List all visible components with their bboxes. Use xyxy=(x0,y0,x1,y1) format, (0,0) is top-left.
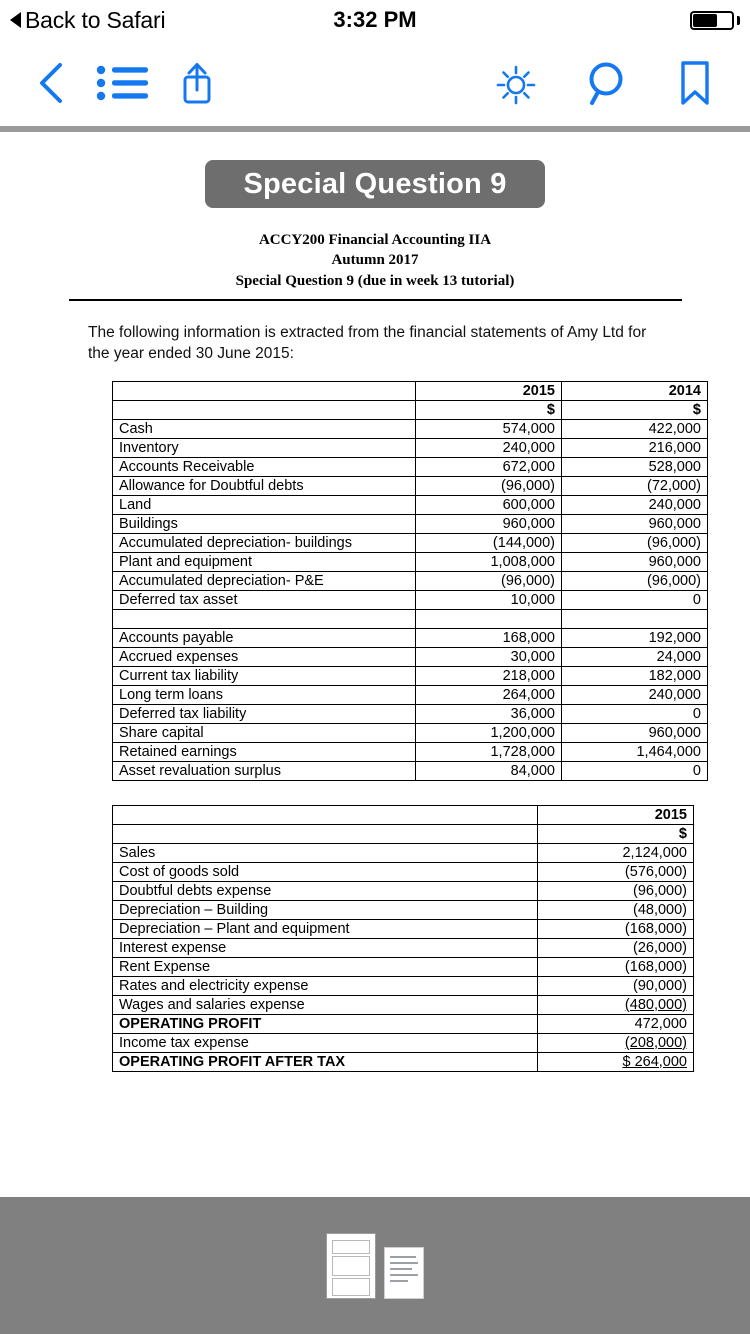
row-2015: $ 264,000 xyxy=(538,1052,694,1071)
bookmark-icon[interactable] xyxy=(678,59,712,107)
row-2014: 216,000 xyxy=(562,438,708,457)
app-toolbar xyxy=(0,40,750,126)
status-bar xyxy=(0,0,750,40)
page-thumbnail-2[interactable] xyxy=(384,1247,424,1299)
row-label: Interest expense xyxy=(113,938,538,957)
table-row xyxy=(113,571,708,590)
table-row xyxy=(113,457,708,476)
table-row xyxy=(113,590,708,609)
row-2015: (48,000) xyxy=(538,900,694,919)
row-label: Allowance for Doubtful debts xyxy=(113,476,416,495)
document-title-pill: Special Question 9 xyxy=(205,160,545,208)
balance-sheet-body xyxy=(113,381,708,780)
document-view[interactable] xyxy=(0,160,750,1225)
table-row xyxy=(113,476,708,495)
table-row xyxy=(113,761,708,780)
row-2015: 672,000 xyxy=(416,457,562,476)
row-label: Doubtful debts expense xyxy=(113,881,538,900)
row-label: Depreciation – Plant and equipment xyxy=(113,919,538,938)
income-statement-table xyxy=(112,805,694,1072)
row-2015: (144,000) xyxy=(416,533,562,552)
row-2015: 1,728,000 xyxy=(416,742,562,761)
row-label: Inventory xyxy=(113,438,416,457)
heading-course: ACCY200 Financial Accounting IIA xyxy=(258,232,492,248)
row-label xyxy=(113,609,416,628)
battery-icon xyxy=(690,11,734,30)
table-row xyxy=(113,900,694,919)
row-2014: 960,000 xyxy=(562,723,708,742)
table-row xyxy=(113,666,708,685)
row-2015: (96,000) xyxy=(416,571,562,590)
row-2014: 960,000 xyxy=(562,552,708,571)
table-row xyxy=(113,495,708,514)
row-label: Long term loans xyxy=(113,685,416,704)
row-2015: 472,000 xyxy=(538,1014,694,1033)
chevron-left-icon[interactable] xyxy=(36,60,66,106)
row-label: Share capital xyxy=(113,723,416,742)
table-spacer-row xyxy=(113,609,708,628)
table-row xyxy=(113,438,708,457)
table-row xyxy=(113,881,694,900)
table-row xyxy=(113,976,694,995)
row-2015: 218,000 xyxy=(416,666,562,685)
brightness-icon[interactable] xyxy=(494,61,538,105)
table-row xyxy=(113,647,708,666)
row-label: Cost of goods sold xyxy=(113,862,538,881)
heading-assignment: Special Question 9 (due in week 13 tutorial) xyxy=(235,272,515,289)
row-label: Rates and electricity expense xyxy=(113,976,538,995)
row-label: Sales xyxy=(113,843,538,862)
units-2014: $ xyxy=(562,400,708,419)
row-label: Plant and equipment xyxy=(113,552,416,571)
share-icon[interactable] xyxy=(180,60,214,106)
table-row xyxy=(113,995,694,1014)
row-2014: 960,000 xyxy=(562,514,708,533)
row-2014 xyxy=(562,609,708,628)
row-2015: (26,000) xyxy=(538,938,694,957)
row-label: Deferred tax asset xyxy=(113,590,416,609)
row-2014: 192,000 xyxy=(562,628,708,647)
list-icon[interactable] xyxy=(96,64,150,102)
table-row-total xyxy=(113,1052,694,1071)
table-header-row xyxy=(113,805,694,824)
row-2015: 264,000 xyxy=(416,685,562,704)
row-2014: 0 xyxy=(562,761,708,780)
row-2014: 240,000 xyxy=(562,685,708,704)
row-label: Accumulated depreciation- P&E xyxy=(113,571,416,590)
table-row xyxy=(113,938,694,957)
row-2015: (576,000) xyxy=(538,862,694,881)
row-2015: 574,000 xyxy=(416,419,562,438)
table-units-row xyxy=(113,400,708,419)
row-2015: 30,000 xyxy=(416,647,562,666)
col-2014: 2014 xyxy=(562,381,708,400)
row-2015: (168,000) xyxy=(538,957,694,976)
table-row xyxy=(113,685,708,704)
row-2014: 182,000 xyxy=(562,666,708,685)
row-label: Retained earnings xyxy=(113,742,416,761)
row-2014: 1,464,000 xyxy=(562,742,708,761)
row-2015: 960,000 xyxy=(416,514,562,533)
col-blank xyxy=(113,805,538,824)
row-label: Depreciation – Building xyxy=(113,900,538,919)
table-row xyxy=(113,723,708,742)
table-row xyxy=(113,919,694,938)
table-row xyxy=(113,742,708,761)
table-row xyxy=(113,843,694,862)
row-2014: (72,000) xyxy=(562,476,708,495)
table-row xyxy=(113,552,708,571)
row-2014: 240,000 xyxy=(562,495,708,514)
col-blank xyxy=(113,381,416,400)
search-icon[interactable] xyxy=(586,59,630,107)
row-label: Wages and salaries expense xyxy=(113,995,538,1014)
row-2014: 24,000 xyxy=(562,647,708,666)
toolbar-divider xyxy=(0,126,750,132)
row-2014: 528,000 xyxy=(562,457,708,476)
intro-paragraph: The following information is extracted from the financial statements of Amy Ltd for the year ended 30 June 2015: xyxy=(88,323,647,362)
row-2014: (96,000) xyxy=(562,533,708,552)
row-label: OPERATING PROFIT AFTER TAX xyxy=(113,1052,538,1071)
row-2015: (208,000) xyxy=(538,1033,694,1052)
row-label: Rent Expense xyxy=(113,957,538,976)
table-header-row xyxy=(113,381,708,400)
table-row xyxy=(113,419,708,438)
back-to-safari-label: Back to Safari xyxy=(25,6,166,33)
battery-fill xyxy=(693,14,717,27)
row-2015: 240,000 xyxy=(416,438,562,457)
row-label: Land xyxy=(113,495,416,514)
row-2015 xyxy=(416,609,562,628)
row-2015: 168,000 xyxy=(416,628,562,647)
page-thumbnail-1[interactable] xyxy=(326,1233,376,1299)
row-label: Accrued expenses xyxy=(113,647,416,666)
row-label: Buildings xyxy=(113,514,416,533)
table-row xyxy=(113,1033,694,1052)
balance-sheet-table xyxy=(112,381,708,781)
page-thumbnail-bar[interactable] xyxy=(0,1197,750,1334)
row-2015: (96,000) xyxy=(538,881,694,900)
row-label: Cash xyxy=(113,419,416,438)
row-2015: 1,200,000 xyxy=(416,723,562,742)
table-row xyxy=(113,957,694,976)
row-label: Asset revaluation surplus xyxy=(113,761,416,780)
row-2015: 1,008,000 xyxy=(416,552,562,571)
row-2015: (90,000) xyxy=(538,976,694,995)
row-label: Accumulated depreciation- buildings xyxy=(113,533,416,552)
row-2014: (96,000) xyxy=(562,571,708,590)
row-2015: (168,000) xyxy=(538,919,694,938)
income-statement-body xyxy=(113,805,694,1071)
document-heading xyxy=(0,230,750,291)
row-2015: 10,000 xyxy=(416,590,562,609)
row-label: Accounts Receivable xyxy=(113,457,416,476)
row-2015: 36,000 xyxy=(416,704,562,723)
row-2014: 0 xyxy=(562,590,708,609)
row-label: Deferred tax liability xyxy=(113,704,416,723)
row-label: Current tax liability xyxy=(113,666,416,685)
table-row-total xyxy=(113,1014,694,1033)
row-2015: 84,000 xyxy=(416,761,562,780)
units-2015: $ xyxy=(538,824,694,843)
table-units-row xyxy=(113,824,694,843)
row-2015: (96,000) xyxy=(416,476,562,495)
row-2015: 600,000 xyxy=(416,495,562,514)
row-label: OPERATING PROFIT xyxy=(113,1014,538,1033)
row-2015: 2,124,000 xyxy=(538,843,694,862)
units-2015: $ xyxy=(416,400,562,419)
row-2014: 0 xyxy=(562,704,708,723)
row-label: Income tax expense xyxy=(113,1033,538,1052)
row-2015: (480,000) xyxy=(538,995,694,1014)
heading-rule xyxy=(69,299,682,301)
table-row xyxy=(113,704,708,723)
table-row xyxy=(113,862,694,881)
col-2015: 2015 xyxy=(416,381,562,400)
table-row xyxy=(113,628,708,647)
thumbnail-list[interactable] xyxy=(326,1233,424,1299)
status-time: 3:32 PM xyxy=(333,7,417,32)
col-2015: 2015 xyxy=(538,805,694,824)
battery-cap-icon xyxy=(737,16,740,25)
units-blank xyxy=(113,400,416,419)
units-blank xyxy=(113,824,538,843)
table-row xyxy=(113,533,708,552)
row-label: Accounts payable xyxy=(113,628,416,647)
row-2014: 422,000 xyxy=(562,419,708,438)
table-row xyxy=(113,514,708,533)
heading-session: Autumn 2017 xyxy=(331,252,419,269)
